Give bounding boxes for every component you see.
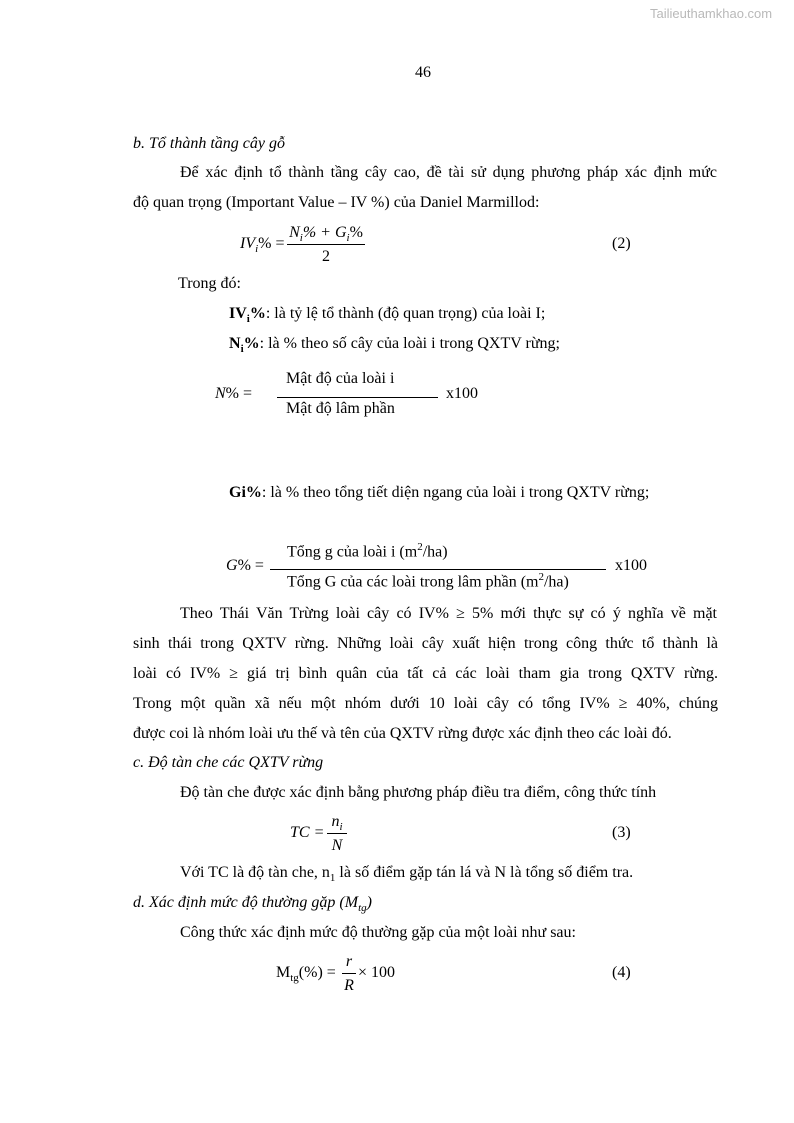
eq4-factor: × 100 xyxy=(358,964,396,981)
para-line-1: Theo Thái Văn Trừng loài cây có IV% ≥ 5% mới thực sự có ý nghĩa về mặt xyxy=(180,605,717,622)
section-b-heading: b. Tổ thành tầng cây gỗ xyxy=(133,135,285,152)
para-line-5: được coi là nhóm loài ưu thế và tên của QXTV rừng được xác định theo các loài đó. xyxy=(133,725,672,742)
g-formula-bar xyxy=(270,569,606,570)
watermark: Tailieuthamkhao.com xyxy=(650,6,773,21)
eq2-lhs: $IV_i\%$ = xyxy=(240,235,285,256)
page-number: 46 xyxy=(415,64,431,81)
gi-definition: Gi%: là % theo tổng tiết diện ngang của loài i trong QXTV rừng; xyxy=(229,484,650,501)
section-c-note: Với TC là độ tàn che, $n_1$ là số điểm gặp tán lá và N là tổng số điểm tra. xyxy=(180,864,634,885)
eq2-numerator: $N_i\% + G_i\%$ xyxy=(289,224,363,245)
intro-line-1: Để xác định tổ thành tầng cây cao, đề tài sử dụng phương pháp xác định mức xyxy=(180,164,717,181)
ni-definition: $N_i\%$: là % theo số cây của loài i trong QXTV rừng; xyxy=(229,335,560,356)
n-formula-lhs: N% = xyxy=(215,385,253,402)
g-formula-denominator: Tổng G của các loài trong lâm phần $(m^2/ha)$ xyxy=(287,571,569,591)
section-c-heading: c. Độ tàn che các QXTV rừng xyxy=(133,754,324,771)
eq2-label: (2) xyxy=(612,235,631,252)
section-d-heading: d. Xác định mức độ thường gặp $(M_{tg})$ xyxy=(133,894,372,915)
n-formula-factor: x100 xyxy=(446,385,478,402)
where-label: Trong đó: xyxy=(178,275,241,292)
ivi-definition: $IV_i\%$: là tỷ lệ tổ thành (độ quan trọng) của loài I; xyxy=(229,305,546,326)
eq3-label: (3) xyxy=(612,824,631,841)
eq4-lhs: $M_{tg}(\%)$ = xyxy=(276,964,336,985)
eq3-fraction xyxy=(327,813,347,855)
n-formula-numerator: Mật độ của loài i xyxy=(286,370,395,387)
eq3-lhs: TC = xyxy=(290,824,325,841)
eq4-label: (4) xyxy=(612,964,631,981)
n-formula-denominator: Mật độ lâm phần xyxy=(286,400,395,417)
eq4-denominator: R xyxy=(342,973,356,995)
eq4-fraction xyxy=(342,953,356,995)
g-formula-numerator: Tổng g của loài i $(m^2/ha)$ xyxy=(287,541,448,561)
eq2-denominator: 2 xyxy=(287,244,365,266)
eq3-numerator: $n_i$ xyxy=(331,813,343,834)
para-line-3: loài có IV% ≥ giá trị bình quân của tất cả các loài tham gia trong QXTV rừng. xyxy=(133,665,718,682)
g-formula-lhs: G% = xyxy=(226,557,264,574)
eq2-fraction xyxy=(287,224,365,266)
section-d-intro: Công thức xác định mức độ thường gặp của một loài như sau: xyxy=(180,924,576,941)
section-c-intro: Độ tàn che được xác định bằng phương pháp điều tra điểm, công thức tính xyxy=(180,784,657,801)
n-formula-bar xyxy=(277,397,438,398)
eq4-numerator: r xyxy=(345,953,353,970)
g-formula-factor: x100 xyxy=(615,557,647,574)
eq3-denominator: N xyxy=(327,833,347,855)
para-line-2: sinh thái trong QXTV rừng. Những loài cây xuất hiện trong công thức tổ thành là xyxy=(133,635,718,652)
para-line-4: Trong một quần xã nếu một nhóm dưới 10 loài cây có tổng IV% ≥ 40%, chúng xyxy=(133,695,718,712)
intro-line-2: độ quan trọng (Important Value – IV %) của Daniel Marmillod: xyxy=(133,194,540,211)
